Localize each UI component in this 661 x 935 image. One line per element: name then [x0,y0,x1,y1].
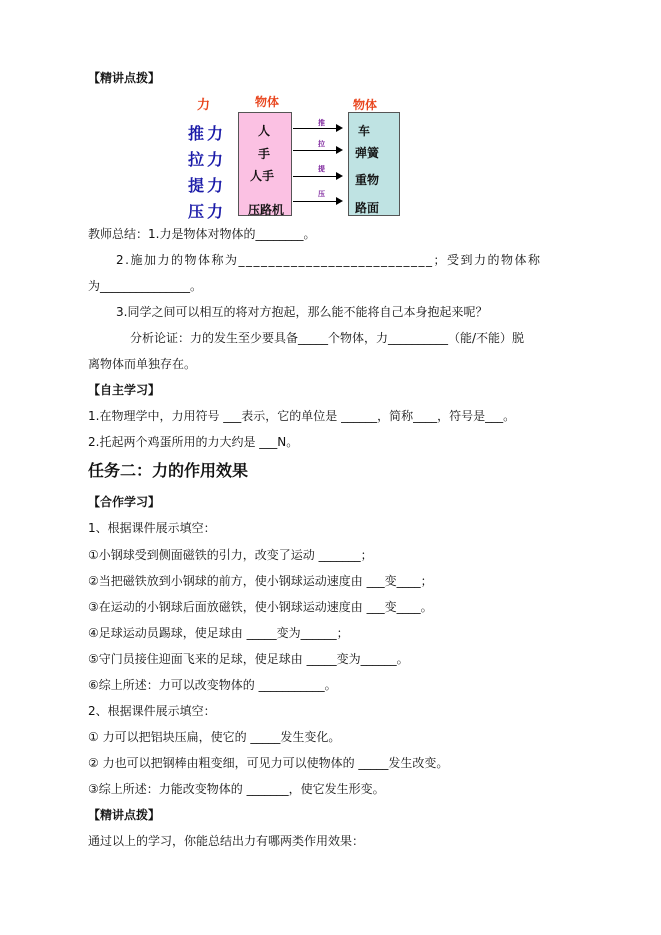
summary-prompt: 通过以上的学习，你能总结出力有哪两类作用效果： [88,834,365,848]
verb-label: 推 [318,119,325,127]
arrow [293,150,341,151]
diagram-label-object-left: 物体 [255,95,280,109]
fill-item: ③综上所述：力能改变物体的 _______，使它发生形变。 [88,782,385,796]
force-name: 压力 [188,202,227,221]
task-title: 任务二：力的作用效果 [88,461,249,480]
section-heading-1: 【精讲点拨】 [88,71,161,85]
part-2-title: 2、根据课件展示填空： [88,704,216,718]
self-study-question-1: 1.在物理学中，力用符号 ___表示，它的单位是 ______，简称____，符号是___。 [88,409,516,423]
right-object-item: 路面 [355,201,380,215]
teacher-summary-line-2: 2.施加力的物体称为__________________________；受到力的物体称 [116,253,542,267]
left-object-item: 手 [258,147,271,161]
force-name: 拉力 [188,150,227,169]
fill-item: ① 力可以把铝块压扁，使它的 _____发生变化。 [88,730,341,744]
verb-label: 提 [318,165,325,173]
section-heading-2: 【自主学习】 [88,383,161,397]
analysis-line-b: 离物体而单独存在。 [88,357,197,371]
verb-label: 压 [318,190,325,198]
force-name: 提力 [188,176,227,195]
fill-item: ② 力也可以把钢棒由粗变细，可见力可以使物体的 _____发生改变。 [88,756,449,770]
fill-item: ③在运动的小钢球后面放磁铁，使小钢球运动速度由 ___变____。 [88,600,433,614]
diagram-label-object-right: 物体 [353,98,378,112]
left-object-item: 压路机 [248,203,285,217]
fill-item: ⑤守门员接住迎面飞来的足球，使足球由 _____变为______。 [88,652,409,666]
right-object-item: 弹簧 [355,146,380,160]
left-object-item: 人 [258,124,271,138]
analysis-line: 分析论证：力的发生至少要具备_____个物体，力__________（能/不能）脱 [130,331,525,345]
right-object-item: 重物 [355,173,380,187]
fill-item: ④足球运动员踢球，使足球由 _____变为______； [88,626,349,640]
diagram-label-force: 力 [197,98,211,113]
left-object-item: 人手 [250,169,275,183]
fill-item: ②当把磁铁放到小钢球的前方，使小钢球运动速度由 ___变____； [88,574,433,588]
force-name: 推力 [188,124,227,143]
arrow [293,128,341,129]
teacher-summary-line-3: 3.同学之间可以相互的将对方抱起，那么能不能将自己本身抱起来呢？ [116,305,488,319]
fill-item: ⑥综上所述：力可以改变物体的 ___________。 [88,678,337,692]
arrow [293,176,341,177]
self-study-question-2: 2.托起两个鸡蛋所用的力大约是 ___N。 [88,435,299,449]
teacher-summary-line-2b: 为_______________。 [88,279,203,293]
section-heading-3: 【合作学习】 [88,495,161,509]
teacher-summary-line-1: 教师总结：1.力是物体对物体的________。 [88,227,316,241]
right-object-item: 车 [358,124,371,138]
section-heading-4: 【精讲点拨】 [88,808,161,822]
arrow [293,201,341,202]
fill-item: ①小钢球受到侧面磁铁的引力，改变了运动 _______； [88,548,373,562]
verb-label: 拉 [318,140,325,148]
part-1-title: 1、根据课件展示填空： [88,521,216,535]
